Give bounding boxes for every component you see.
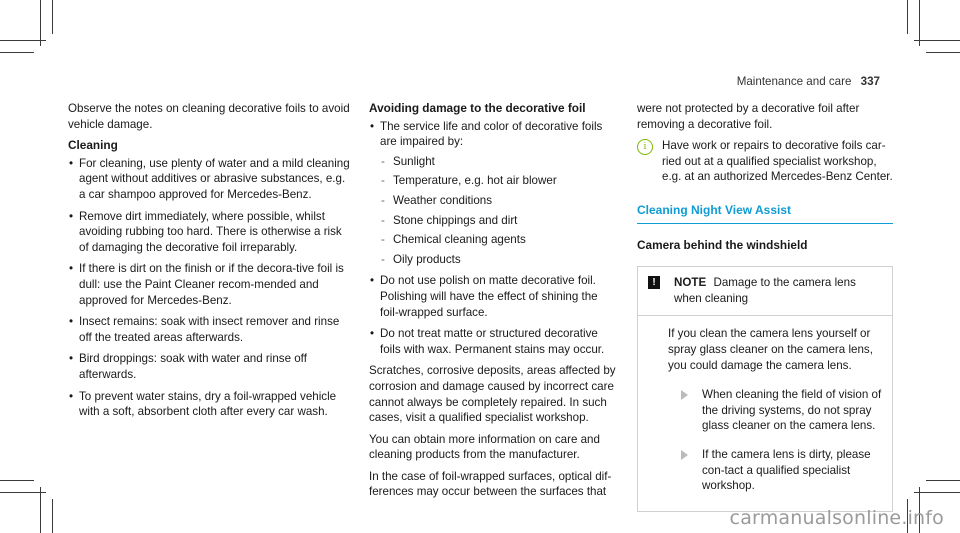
arrow-right-icon bbox=[681, 390, 688, 400]
list-item: • Do not use polish on matte decorative foil. Polishing will have the effect of shining the foil-wrapped surface. bbox=[369, 273, 619, 320]
watermark: carmanualsonline.info bbox=[729, 507, 944, 530]
column-1 bbox=[68, 101, 354, 426]
list-item: • Do not treat matte or structured decorative foils with wax. Permanent stains may occur. bbox=[369, 326, 619, 357]
list-item: • For cleaning, use plenty of water and a mild cleaning agent without additives or abrasive substances, e.g. a car shampoo approved for Mercedes-Benz. bbox=[68, 156, 354, 203]
step-text: When cleaning the field of vision of the driving systems, do not spray glass cleaner on the camera lens. bbox=[702, 388, 882, 433]
factor-item: - Oily products bbox=[380, 252, 619, 268]
info-text: Have work or repairs to decorative foils car-ried out at a qualified specialist workshop, e.g. at an authorized Mercedes-Benz Center. bbox=[662, 139, 893, 184]
step-text: If the camera lens is dirty, please con-tact a qualified specialist workshop. bbox=[702, 447, 871, 493]
subheading: Camera behind the windshield bbox=[637, 237, 808, 252]
list-item: • To prevent water stains, dry a foil-wrapped vehicle with a soft, absorbent cloth after every car wash. bbox=[68, 389, 354, 420]
step-item bbox=[668, 387, 883, 434]
list-item-text: The service life and color of decorative foils are impaired by: bbox=[380, 119, 603, 149]
list-item: • Remove dirt immediately, where possible, whilst avoiding rubbing too hard. There is otherwise a risk of damaging the decorative foil irreparably. bbox=[68, 209, 354, 256]
column-2 bbox=[369, 101, 619, 506]
note-body: If you clean the camera lens yourself or spray glass cleaner on the camera lens, you could damage the camera lens. bbox=[668, 327, 873, 372]
list-item: • Insect remains: soak with insect remover and rinse off the treated areas afterwards. bbox=[68, 314, 354, 345]
section-title: Cleaning Night View Assist bbox=[637, 203, 893, 224]
factor-item: - Stone chippings and dirt bbox=[380, 213, 619, 229]
factor-item: - Temperature, e.g. hot air blower bbox=[380, 173, 619, 189]
list-item: • If there is dirt on the finish or if the decora-tive foil is dull: use the Paint Cleaner recom-mended and approved for Mercedes-Benz. bbox=[68, 261, 354, 308]
info-note bbox=[637, 138, 893, 185]
paragraph: Scratches, corrosive deposits, areas affected by corrosion and damage caused by incorrect care cannot always be completely repaired. In such cases, visit a qualified specialist workshop. bbox=[369, 364, 616, 425]
page-number: 337 bbox=[860, 75, 880, 88]
cleaning-list bbox=[68, 156, 354, 420]
list-item: • Bird droppings: soak with water and rinse off afterwards. bbox=[68, 351, 354, 382]
column-3 bbox=[637, 101, 893, 512]
note-title: Damage to the camera lens when cleaning bbox=[674, 276, 856, 305]
note-content bbox=[638, 316, 892, 510]
factor-item: - Weather conditions bbox=[380, 193, 619, 209]
list-item bbox=[369, 119, 619, 268]
page-header bbox=[737, 74, 880, 90]
avoiding-damage-heading: Avoiding damage to the decorative foil bbox=[369, 101, 586, 115]
avoiding-damage-list bbox=[369, 119, 619, 358]
factor-list bbox=[380, 154, 619, 268]
info-icon: i bbox=[637, 139, 653, 155]
paragraph: You can obtain more information on care and cleaning products from the manufacturer. bbox=[369, 432, 600, 462]
continued-text: were not protected by a decorative foil after removing a decorative foil. bbox=[637, 102, 860, 131]
note-heading bbox=[674, 275, 883, 306]
note-label: NOTE bbox=[674, 276, 707, 290]
warning-icon: ! bbox=[648, 276, 660, 289]
header-section: Maintenance and care bbox=[736, 75, 852, 88]
factor-item: - Sunlight bbox=[380, 154, 619, 170]
note-header bbox=[638, 267, 892, 316]
arrow-right-icon bbox=[681, 450, 688, 460]
cleaning-heading: Cleaning bbox=[68, 138, 118, 153]
paragraph: In the case of foil-wrapped surfaces, optical dif-ferences may occur between the surfaces that bbox=[369, 469, 612, 499]
note-box bbox=[637, 266, 893, 512]
step-item bbox=[668, 447, 883, 494]
factor-item: - Chemical cleaning agents bbox=[380, 232, 619, 248]
intro-text: Observe the notes on cleaning decorative foils to avoid vehicle damage. bbox=[68, 102, 350, 131]
